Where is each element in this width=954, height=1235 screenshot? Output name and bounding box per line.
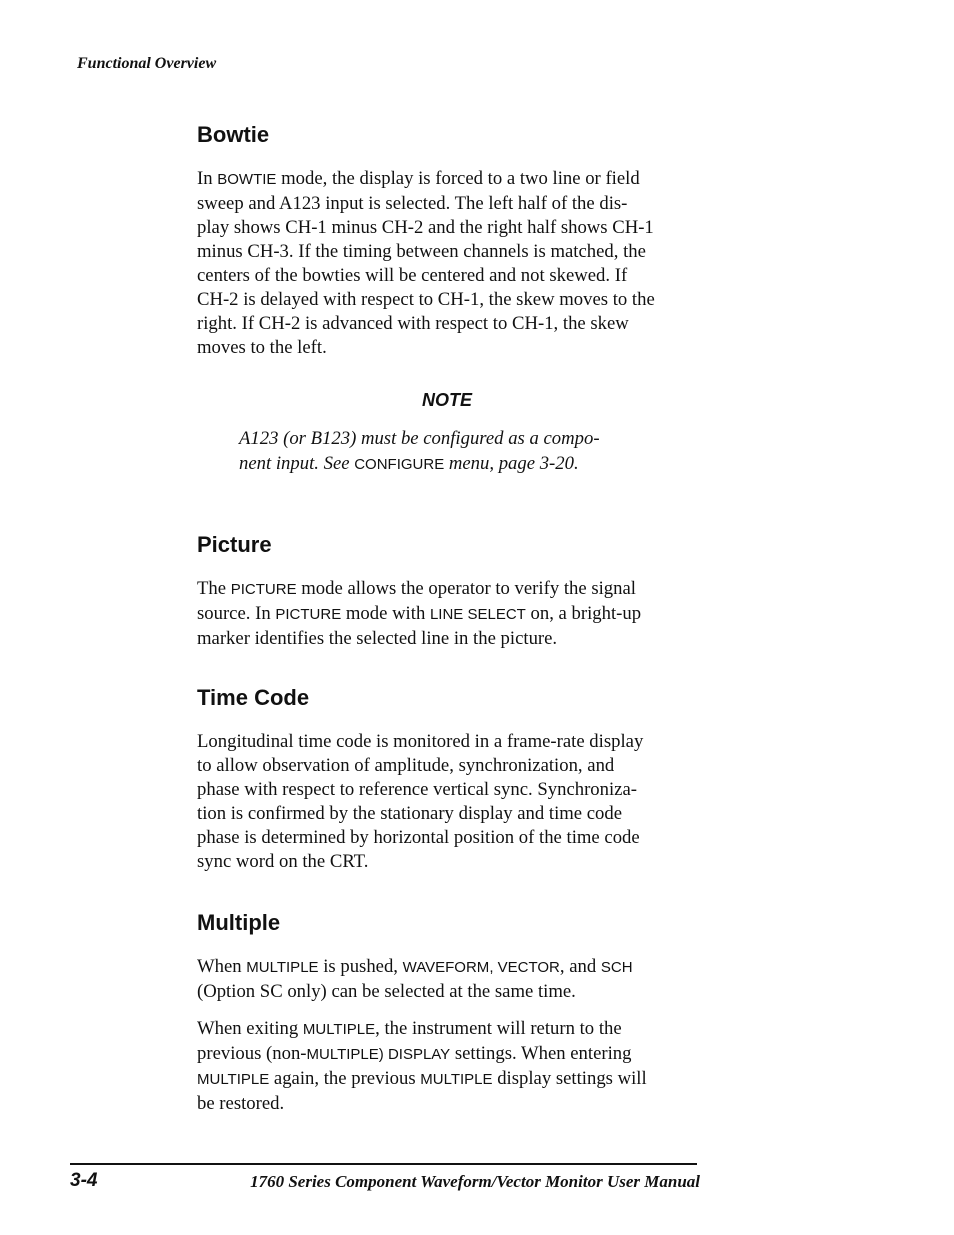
text-line: marker identifies the selected line in the picture. bbox=[197, 628, 558, 649]
text-run: display settings will bbox=[492, 1068, 647, 1089]
text-line: sync word on the CRT. bbox=[197, 851, 369, 872]
text-line: centers of the bowties will be centered and not skewed. If bbox=[197, 265, 628, 286]
bowtie-paragraph bbox=[197, 167, 717, 360]
text-run: In bbox=[197, 168, 218, 189]
page-number: 3-4 bbox=[70, 1170, 98, 1191]
section-heading-bowtie: Bowtie bbox=[197, 122, 270, 147]
time-code-paragraph bbox=[197, 730, 717, 874]
button-name: MULTIPLE bbox=[302, 1021, 376, 1038]
text-line: Longitudinal time code is monitored in a frame-rate display bbox=[197, 731, 644, 752]
button-name: MULTIPLE bbox=[306, 1046, 379, 1063]
button-name: MULTIPLE bbox=[246, 959, 319, 976]
text-run: , bbox=[489, 959, 498, 976]
mode-name: PICTURE bbox=[230, 581, 297, 598]
button-name: VECTOR bbox=[497, 959, 560, 976]
text-line: to allow observation of amplitude, synchronization, and bbox=[197, 755, 615, 776]
text-line bbox=[197, 955, 717, 980]
mode-name: PICTURE bbox=[275, 606, 342, 623]
text-line bbox=[197, 1017, 717, 1042]
note-title: NOTE bbox=[422, 390, 473, 410]
text-line: A123 (or B123) must be configured as a compo- bbox=[239, 428, 600, 449]
text-run: again, the previous bbox=[269, 1068, 421, 1089]
text-line: minus CH-3. If the timing between channels is matched, the bbox=[197, 241, 646, 262]
button-name: SCH bbox=[600, 959, 633, 976]
text-run: When bbox=[197, 956, 247, 977]
footer-rule bbox=[70, 1163, 697, 1165]
text-line: tion is confirmed by the stationary display and time code bbox=[197, 803, 623, 824]
text-line: phase with respect to reference vertical sync. Synchroniza- bbox=[197, 779, 637, 800]
multiple-paragraph-1 bbox=[197, 955, 717, 1004]
text-run: , and bbox=[559, 956, 601, 977]
text-line: sweep and A123 input is selected. The left half of the dis- bbox=[197, 193, 628, 214]
picture-paragraph bbox=[197, 577, 717, 651]
text-line bbox=[239, 451, 689, 477]
text-line bbox=[197, 1042, 717, 1067]
section-heading-multiple: Multiple bbox=[197, 910, 281, 935]
mode-name: BOWTIE bbox=[217, 171, 277, 188]
button-name: MULTIPLE bbox=[420, 1071, 493, 1088]
text-line bbox=[197, 167, 717, 192]
multiple-paragraph-2 bbox=[197, 1017, 717, 1116]
text-line bbox=[197, 577, 717, 602]
text-line bbox=[197, 602, 717, 627]
text-line: right. If CH-2 is advanced with respect to CH-1, the skew bbox=[197, 313, 629, 334]
text-run: mode, the display is forced to a two line or field bbox=[276, 168, 640, 189]
text-run: ) bbox=[378, 1046, 388, 1063]
running-header: Functional Overview bbox=[77, 55, 217, 72]
text-line: phase is determined by horizontal position of the time code bbox=[197, 827, 640, 848]
button-name: MULTIPLE bbox=[197, 1071, 270, 1088]
text-run: is pushed, bbox=[318, 956, 403, 977]
text-line: play shows CH-1 minus CH-2 and the right half shows CH-1 bbox=[197, 217, 654, 238]
button-name: LINE SELECT bbox=[429, 606, 526, 623]
text-run: , the instrument will return to the bbox=[375, 1018, 622, 1039]
text-run: source. In bbox=[197, 603, 276, 624]
section-heading-time-code: Time Code bbox=[197, 685, 310, 710]
text-run: on, a bright-up bbox=[525, 603, 642, 624]
text-line: be restored. bbox=[197, 1093, 285, 1114]
text-run: settings. When entering bbox=[450, 1043, 632, 1064]
section-heading-picture: Picture bbox=[197, 532, 272, 557]
text-line: (Option SC only) can be selected at the same time. bbox=[197, 981, 576, 1002]
text-line bbox=[197, 1067, 717, 1092]
text-line: moves to the left. bbox=[197, 337, 327, 358]
button-name: DISPLAY bbox=[387, 1046, 451, 1063]
text-run: nent input. See bbox=[239, 453, 355, 474]
menu-name: CONFIGURE bbox=[354, 456, 445, 473]
note-text bbox=[239, 426, 689, 477]
text-line: CH-2 is delayed with respect to CH-1, the skew moves to the bbox=[197, 289, 655, 310]
text-run: menu, page 3-20. bbox=[444, 453, 579, 474]
button-name: WAVEFORM bbox=[402, 959, 490, 976]
text-run: When exiting bbox=[197, 1018, 303, 1039]
text-run: mode allows the operator to verify the signal bbox=[296, 578, 636, 599]
text-run: previous (non- bbox=[197, 1043, 307, 1064]
text-run: The bbox=[197, 578, 231, 599]
manual-title: 1760 Series Component Waveform/Vector Monitor User Manual bbox=[250, 1172, 700, 1191]
text-run: mode with bbox=[341, 603, 430, 624]
